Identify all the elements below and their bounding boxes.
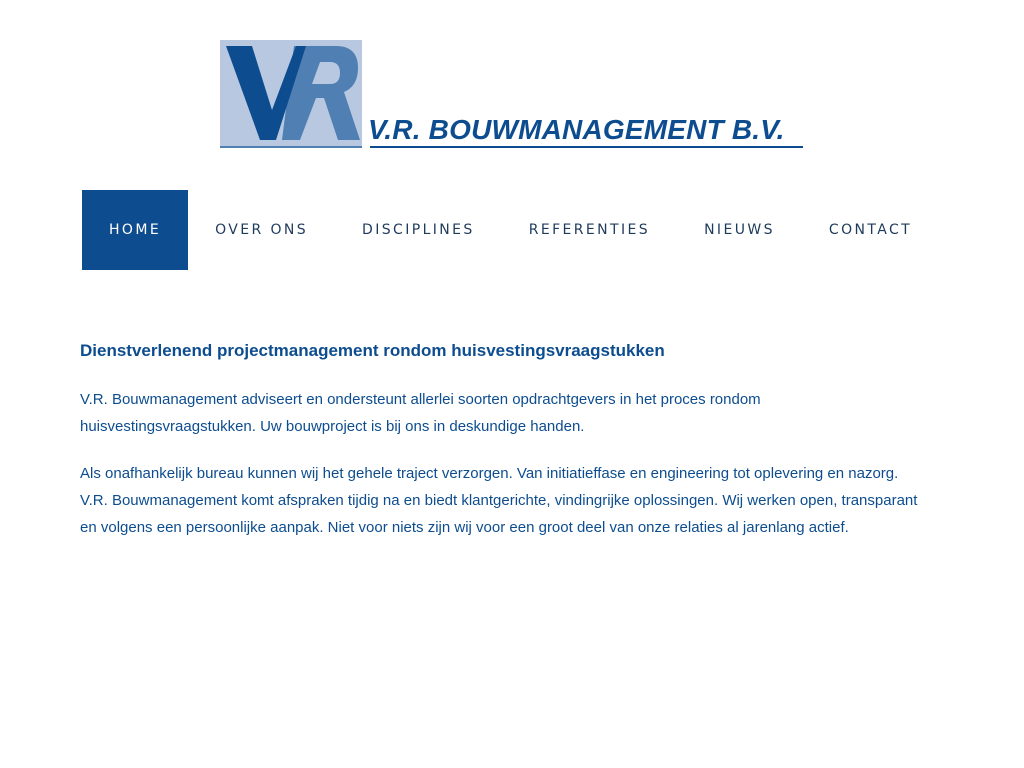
intro-paragraph: V.R. Bouwmanagement adviseert en ondersteunt allerlei soorten opdrachtgevers in het proces rondom huisvestingsvraagstukken. Uw bouwproject is bij ons in deskundige handen. — [80, 391, 761, 435]
main-nav — [82, 190, 939, 270]
body-paragraph: Als onafhankelijk bureau kunnen wij het gehele traject verzorgen. Van initiatieffase en engineering tot oplevering en nazorg. V.R. Bouwmanagement komt afspraken tijdig na en biedt klantgerichte, vindingrijke oplossingen. Wij werken open, transparant en volgens een persoonlijke aanpak. Niet voor niets zijn wij voor een groot deel van onze relaties al jarenlang actief. — [80, 465, 918, 536]
site-logo[interactable] — [220, 40, 804, 150]
nav-item-home[interactable]: HOME — [82, 190, 188, 270]
nav-item-over-ons[interactable]: OVER ONS — [215, 222, 309, 238]
vr-logo-mark — [220, 40, 363, 148]
nav-item-contact[interactable]: CONTACT — [828, 222, 913, 238]
brand-name: V.R. BOUWMANAGEMENT B.V. — [368, 114, 785, 145]
main-content — [80, 338, 930, 561]
brand-underline — [370, 146, 803, 148]
nav-item-nieuws[interactable]: NIEUWS — [704, 222, 775, 238]
nav-item-referenties[interactable]: REFERENTIES — [528, 222, 651, 238]
nav-item-disciplines[interactable]: DISCIPLINES — [362, 222, 475, 238]
page-heading: Dienstverlenend projectmanagement rondom huisvestingsvraagstukken — [80, 341, 665, 360]
